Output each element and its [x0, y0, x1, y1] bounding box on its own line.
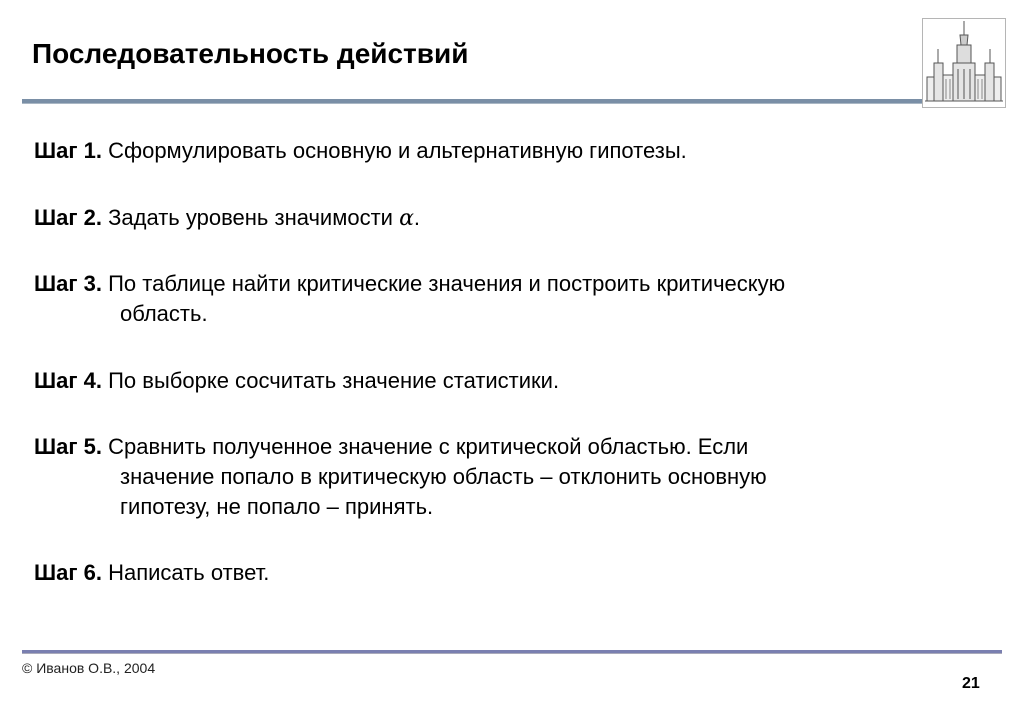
step-label: Шаг 4. [34, 368, 102, 393]
step-2 [34, 203, 994, 234]
step-1 [34, 136, 994, 166]
title-divider [22, 99, 922, 104]
step-label: Шаг 3. [34, 271, 102, 296]
step-label: Шаг 1. [34, 138, 102, 163]
page-number: 21 [962, 675, 980, 692]
step-text: Сформулировать основную и альтернативную гипотезы. [108, 138, 687, 163]
step-label: Шаг 6. [34, 560, 102, 585]
step-4 [34, 366, 994, 396]
step-6 [34, 558, 994, 588]
step-text-continuation: значение попало в критическую область – отклонить основную [120, 464, 767, 489]
copyright: © Иванов О.В., 2004 [22, 660, 156, 676]
step-label: Шаг 5. [34, 434, 102, 459]
step-3 [34, 269, 994, 329]
step-punct: . [413, 205, 421, 230]
step-text-continuation: гипотезу, не попало – принять. [120, 494, 434, 519]
step-label: Шаг 2. [34, 205, 102, 230]
step-text-continuation: область. [120, 301, 208, 326]
step-text: Написать ответ. [108, 560, 270, 585]
step-text: По таблице найти критические значения и построить критическую [108, 271, 786, 296]
footer-divider [22, 650, 1002, 654]
step-text: Сравнить полученное значение с критической областью. Если [108, 434, 749, 459]
alpha-symbol: α [399, 206, 414, 231]
page-title: Последовательность действий [32, 38, 469, 69]
step-text: Задать уровень значимости [108, 205, 400, 230]
step-5 [34, 432, 994, 522]
university-building-icon [922, 18, 1006, 108]
step-text: По выборке сосчитать значение статистики. [108, 368, 560, 393]
